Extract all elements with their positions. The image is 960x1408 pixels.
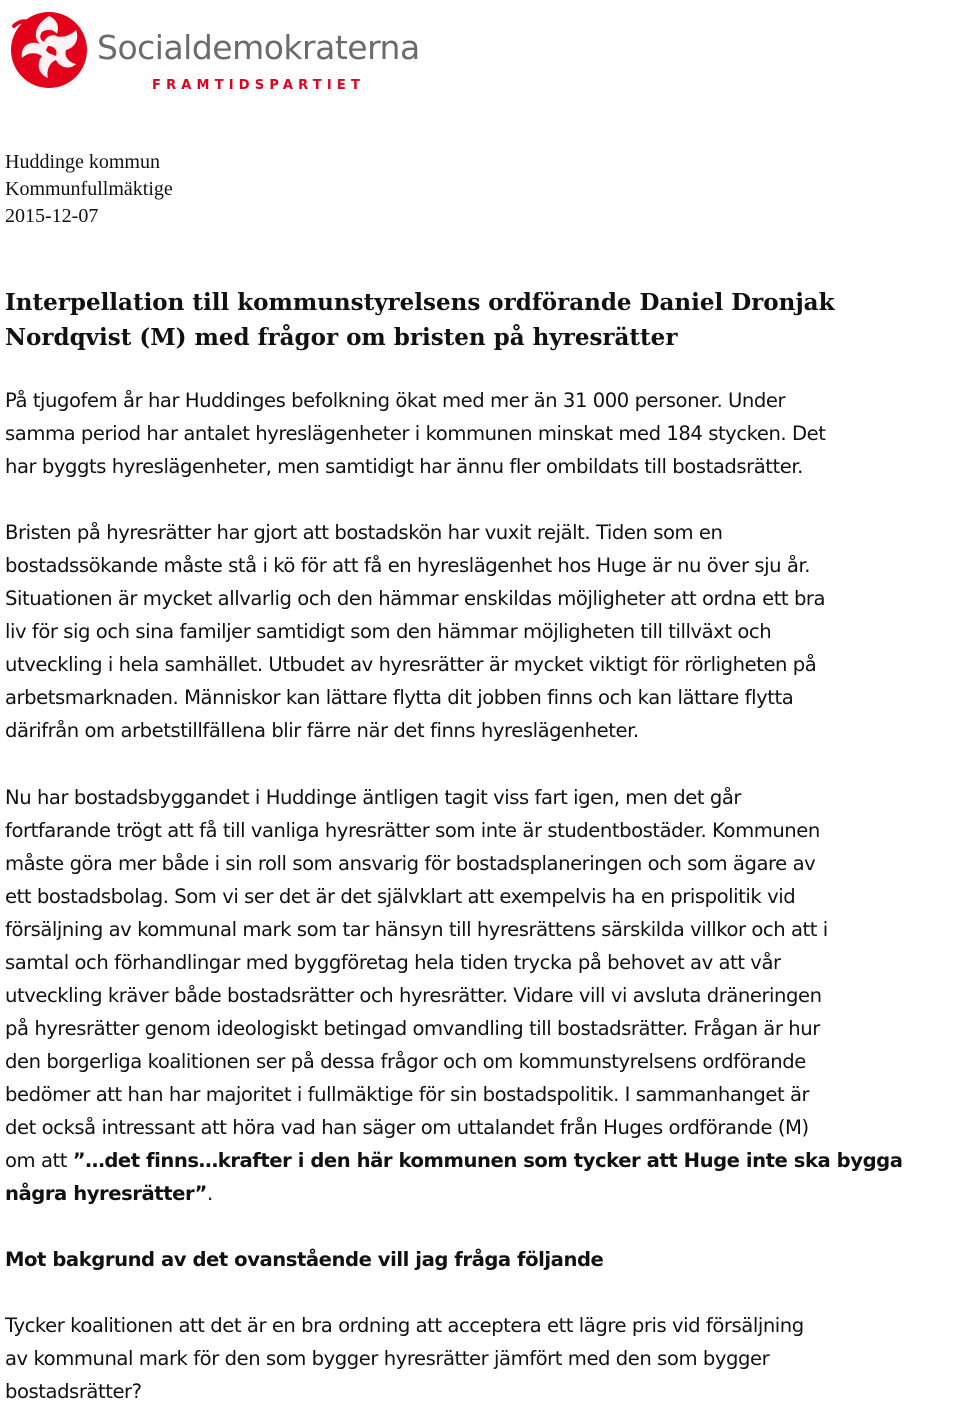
text-line: försäljning av kommunal mark som tar hänsyn till hyresrättens särskilda villkor och att i [5, 918, 828, 941]
rose-icon [6, 6, 92, 92]
text-line: bostadssökande måste stå i kö för att få en hyreslägenhet hos Huge är nu över sju år. [5, 554, 811, 577]
party-logo [6, 6, 426, 98]
text-line: Tycker koalitionen att det är en bra ordning att acceptera ett lägre pris vid försäljning [5, 1314, 804, 1337]
text-line: den borgerliga koalitionen ser på dessa frågor och om kommunstyrelsens ordförande [5, 1050, 806, 1073]
brand-tagline: FRAMTIDSPARTIET [152, 78, 366, 93]
brand-name: Socialdemokraterna [97, 28, 420, 67]
question-heading [5, 1243, 960, 1276]
text-line: därifrån om arbetstillfällena blir färre när det finns hyreslägenheter. [5, 719, 639, 742]
text-line: utveckling i hela samhället. Utbudet av hyresrätter är mycket viktigt för rörligheten på [5, 653, 817, 676]
text-line-quote [5, 1144, 960, 1177]
title-line: Nordqvist (M) med frågor om bristen på hyresrätter [5, 324, 678, 351]
text-line: bedömer att han har majoritet i fullmäktige för sin bostadspolitik. I sammanhanget är [5, 1083, 810, 1106]
text-line: arbetsmarknaden. Människor kan lättare flytta dit jobben finns och kan lättare flytta [5, 686, 794, 709]
quote-prefix: om att [5, 1149, 73, 1172]
quote-text: några hyresrätter” [5, 1182, 207, 1205]
text-line: Bristen på hyresrätter har gjort att bostadskön har vuxit rejält. Tiden som en [5, 521, 723, 544]
heading-text: Mot bakgrund av det ovanstående vill jag fråga följande [5, 1248, 604, 1271]
text-line: På tjugofem år har Huddinges befolkning ökat med mer än 31 000 personer. Under [5, 389, 786, 412]
text-line: har byggts hyreslägenheter, men samtidigt har ännu fler ombildats till bostadsrätter. [5, 455, 803, 478]
document-date: 2015-12-07 [5, 205, 99, 227]
text-line: ett bostadsbolag. Som vi ser det är det självklart att exempelvis ha en prispolitik vid [5, 885, 796, 908]
document-title [5, 285, 955, 355]
text-line: utveckling kräver både bostadsrätter och hyresrätter. Vidare vill vi avsluta dräneringen [5, 984, 822, 1007]
text-line-quote [5, 1177, 960, 1210]
quote-suffix: . [206, 1182, 213, 1205]
title-line: Interpellation till kommunstyrelsens ordförande Daniel Dronjak [5, 289, 835, 316]
quote-text: ”…det finns…krafter i den här kommunen som tycker att Huge inte ska bygga [72, 1149, 903, 1172]
paragraph-2 [5, 516, 960, 747]
paragraph-3 [5, 781, 960, 1210]
assembly: Kommunfullmäktige [5, 178, 173, 200]
text-line: liv för sig och sina familjer samtidigt som den hämmar möjligheten till tillväxt och [5, 620, 772, 643]
paragraph-1 [5, 384, 960, 483]
text-line: på hyresrätter genom ideologiskt betingad omvandling till bostadsrätter. Frågan är hur [5, 1017, 820, 1040]
text-line: av kommunal mark för den som bygger hyresrätter jämfört med den som bygger [5, 1347, 770, 1370]
text-line: det också intressant att höra vad han säger om uttalandet från Huges ordförande (M) [5, 1116, 809, 1139]
text-line: samtal och förhandlingar med byggföretag hela tiden trycka på behovet av att vår [5, 951, 781, 974]
municipality: Huddinge kommun [5, 151, 160, 173]
text-line: fortfarande trögt att få till vanliga hyresrätter som inte är studentbostäder. Kommunen [5, 819, 820, 842]
text-line: bostadsrätter? [5, 1380, 142, 1403]
question [5, 1309, 960, 1408]
text-line: Nu har bostadsbyggandet i Huddinge äntligen tagit viss fart igen, men det går [5, 786, 742, 809]
text-line: samma period har antalet hyreslägenheter i kommunen minskat med 184 stycken. Det [5, 422, 826, 445]
text-line: Situationen är mycket allvarlig och den hämmar enskildas möjligheter att ordna ett bra [5, 587, 826, 610]
document-meta [5, 149, 173, 230]
text-line: måste göra mer både i sin roll som ansvarig för bostadsplaneringen och som ägare av [5, 852, 816, 875]
